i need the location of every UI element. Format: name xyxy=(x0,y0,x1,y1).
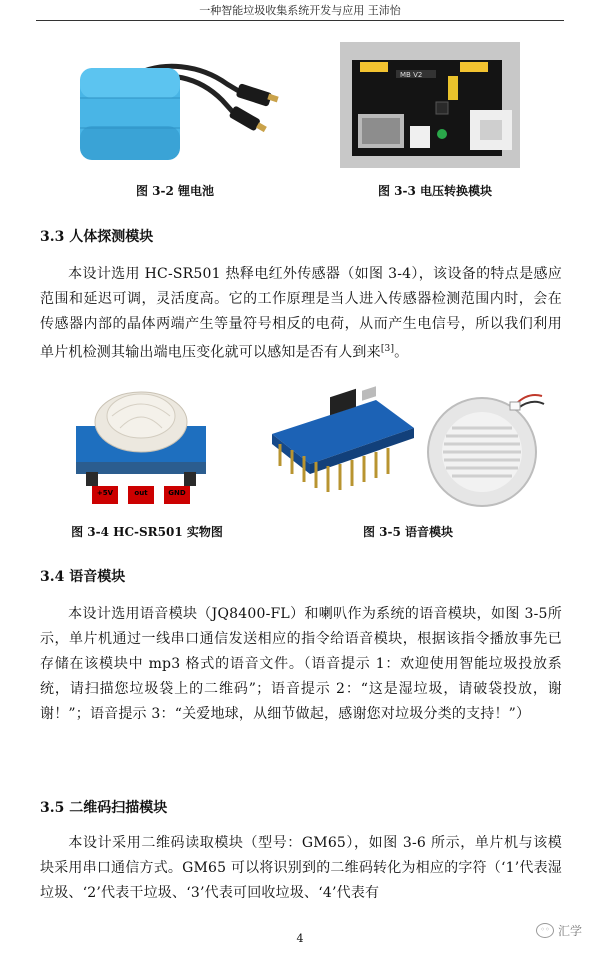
pin-label-out: out xyxy=(134,489,148,497)
figure-3-4-hc-sr501-image xyxy=(72,382,210,510)
section-3-5-paragraph xyxy=(40,831,562,906)
figure-3-4-caption: 图 3-4 HC-SR501 实物图 xyxy=(71,525,223,539)
section-3-3-heading: 3.3 人体探测模块 xyxy=(40,229,154,245)
section-3-4-heading: 3.4 语音模块 xyxy=(40,569,126,585)
page-number: 4 xyxy=(296,932,304,945)
section-3-3-tail: 。 xyxy=(394,344,409,361)
section-3-3-text: 本设计选用 HC-SR501 热释电红外传感器（如图 3-4），该设备的特点是感应范围和延迟可调，灵活度高。它的工作原理是当人进入传感器检测范围内时，会在传感器内部的晶体两端产生等量符号相反的电荷，从而产生电信号，所以我们利用单片机检测其输出端电压变化就可以感知是否有人到来 xyxy=(40,266,562,361)
figure-3-5-caption: 图 3-5 语音模块 xyxy=(362,525,454,539)
watermark-text: 汇学 xyxy=(557,924,582,938)
figure-3-3-caption: 图 3-3 电压转换模块 xyxy=(377,184,493,198)
running-header: 一种智能垃圾收集系统开发与应用 王沛怡 xyxy=(36,4,564,21)
figure-3-2-caption: 图 3-2 锂电池 xyxy=(135,184,215,198)
section-3-5-heading: 3.5 二维码扫描模块 xyxy=(40,800,168,816)
pin-label-gnd: GND xyxy=(168,489,186,497)
section-3-5-text: 本设计采用二维码读取模块（型号：GM65），如图 3-6 所示，单片机与该模块采用串口通信方式。GM65 可以将识别到的二维码转化为相应的字符（‘1’代表湿垃圾、‘2’代表干垃圾、‘3’代表可回收垃圾、‘4’代表有 xyxy=(40,835,562,901)
watermark xyxy=(536,922,582,939)
section-3-3-paragraph xyxy=(40,262,562,366)
pin-label-5v: +5V xyxy=(96,489,114,497)
section-3-4-text: 本设计选用语音模块（JQ8400-FL）和喇叭作为系统的语音模块，如图 3-5所示，单片机通过一线串口通信发送相应的指令给语音模块，根据该指令播放事先已存储在该模块中 mp3 格式的语音文件。（语音提示 1：欢迎使用智能垃圾投放系统，请扫描您垃圾袋上的二维码”；语音提示 2：“这是湿垃圾，请破袋投放，谢谢！”；语音提示 3：“关爱地球，从细节做起，感谢您对垃圾分类的支持！”） xyxy=(40,606,562,722)
citation-ref: [3] xyxy=(380,344,395,354)
figure-3-5-voice-module-image xyxy=(266,382,548,510)
figure-3-3-voltage-module-image xyxy=(340,42,520,168)
wechat-logo-icon: ◦◦ xyxy=(536,923,554,938)
section-3-4-paragraph xyxy=(40,602,562,727)
figure-3-2-battery-image xyxy=(72,38,280,170)
svg-text:MB V2: MB V2 xyxy=(400,71,423,79)
